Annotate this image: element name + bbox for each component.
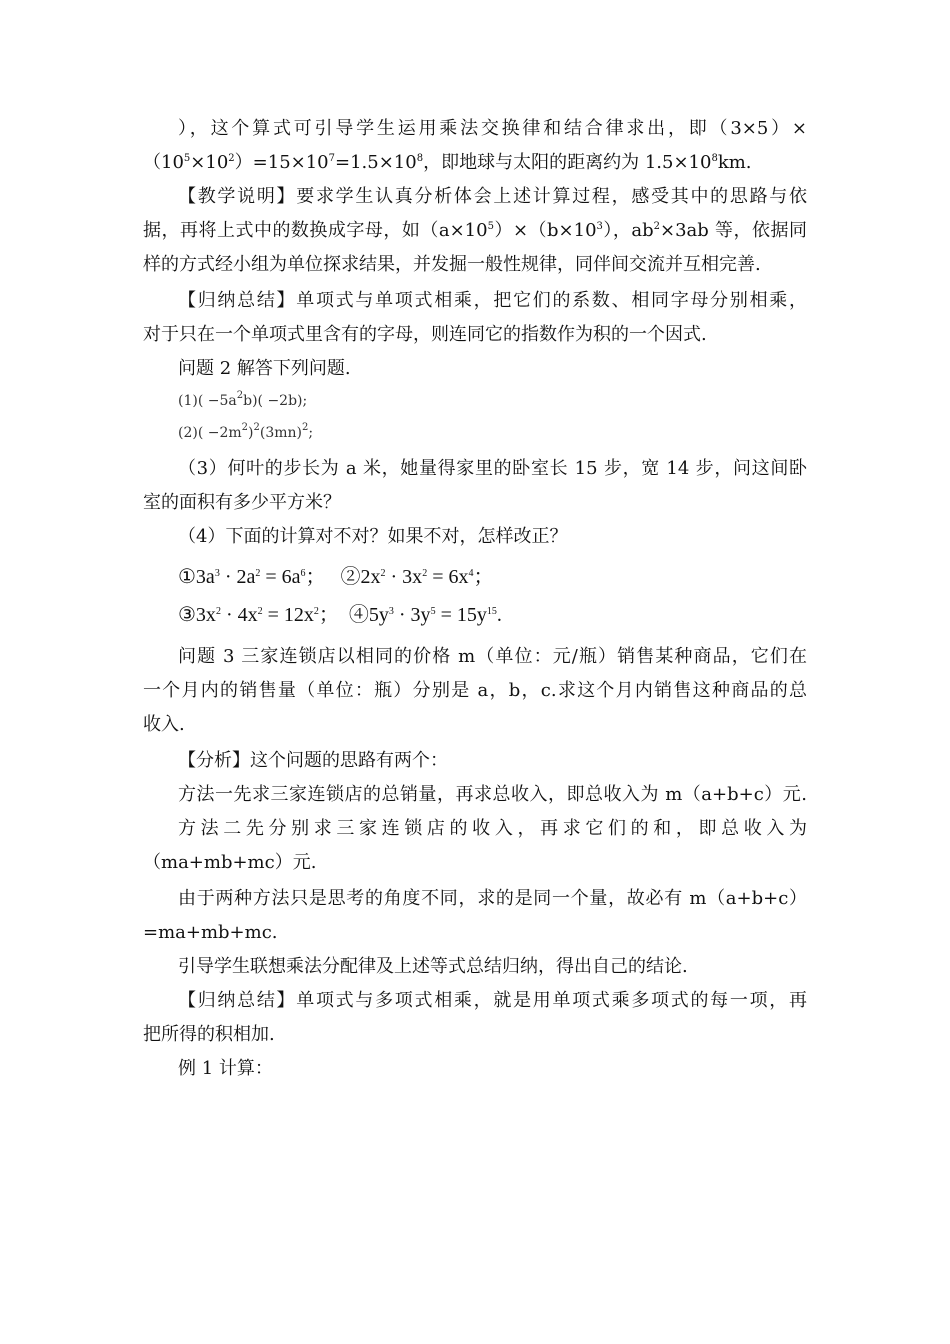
paragraph-line: 收入. bbox=[143, 714, 185, 735]
teaching-note-heading-line: 【教学说明】要求学生认真分析体会上述计算过程，感受其中的思路与依 bbox=[178, 186, 807, 207]
paragraph-line: ），这个算式可引导学生运用乘法交换律和结合律求出，即（3×5）× bbox=[178, 118, 807, 139]
math-row-1: $①3a^3 \cdot 2a^2 = 6a^6$； $②2x^2 \cdot 3x^2 = 6x^4$； bbox=[178, 566, 494, 588]
paragraph-line: 引导学生联想乘法分配律及上述等式总结归纳，得出自己的结论. bbox=[178, 956, 688, 977]
paragraph-line: 由于两种方法只是思考的角度不同，求的是同一个量，故必有 m（a+b+c） bbox=[178, 888, 807, 909]
question-2-title: 问题 2 解答下列问题. bbox=[178, 358, 351, 379]
math-row-2: $③3x^2 \cdot 4x^2 = 12x^2$； $④5y^3 \cdot 3y^5 = 15y^{15}$. bbox=[178, 604, 502, 626]
question-3-line: 问题 3 三家连锁店以相同的价格 m（单位：元/瓶）销售某种商品，它们在 bbox=[178, 646, 807, 667]
formula-1: $(1)( -5a^2b)( -2b)$; bbox=[178, 390, 308, 409]
paragraph-line: 对于只在一个单项式里含有的字母，则连同它的指数作为积的一个因式. bbox=[143, 324, 707, 345]
method-1-line: 方法一先求三家连锁店的总销量，再求总收入，即总收入为 m（a+b+c）元. bbox=[178, 784, 807, 805]
paragraph-line: 一个月内的销售量（单位：瓶）分别是 a，b，c.求这个月内销售这种商品的总 bbox=[143, 680, 807, 701]
paragraph-line: $(10^5\times 10^2)=15\times 10^7=1.5\times 10^8$，即地球与太阳的距离约为 $1.5\times 10^8km$. bbox=[143, 152, 752, 173]
paragraph-line: （4）下面的计算对不对？如果不对，怎样改正？ bbox=[178, 526, 568, 547]
paragraph-line: 把所得的积相加. bbox=[143, 1024, 275, 1045]
paragraph-line: （3）何叶的步长为 a 米，她量得家里的卧室长 15 步，宽 14 步，问这间卧 bbox=[178, 458, 807, 479]
paragraph-line: 室的面积有多少平方米？ bbox=[143, 492, 341, 513]
paragraph-line: 样的方式经小组为单位探求结果，并发掘一般性规律，同伴间交流并互相完善. bbox=[143, 254, 761, 275]
paragraph-line: （ma+mb+mc）元. bbox=[143, 852, 317, 873]
summary-heading-line: 【归纳总结】单项式与单项式相乘，把它们的系数、相同字母分别相乘， bbox=[178, 290, 807, 311]
method-2-line: 方法二先分别求三家连锁店的收入，再求它们的和，即总收入为 bbox=[178, 818, 807, 839]
analysis-heading-line: 【分析】这个问题的思路有两个： bbox=[178, 750, 448, 771]
example-1-title: 例 1 计算： bbox=[178, 1058, 273, 1079]
formula-2: $(2)( -2m^2)^2(3mn)^2$; bbox=[178, 422, 314, 441]
paragraph-line: 据，再将上式中的数换成字母，如$(a\times 10^5)\times(b\times 10^3)$，$ab^2\times 3ab$ 等，依据同 bbox=[143, 220, 807, 241]
paragraph-line: =ma+mb+mc. bbox=[143, 922, 278, 943]
summary-heading-line: 【归纳总结】单项式与多项式相乘，就是用单项式乘多项式的每一项，再 bbox=[178, 990, 807, 1011]
